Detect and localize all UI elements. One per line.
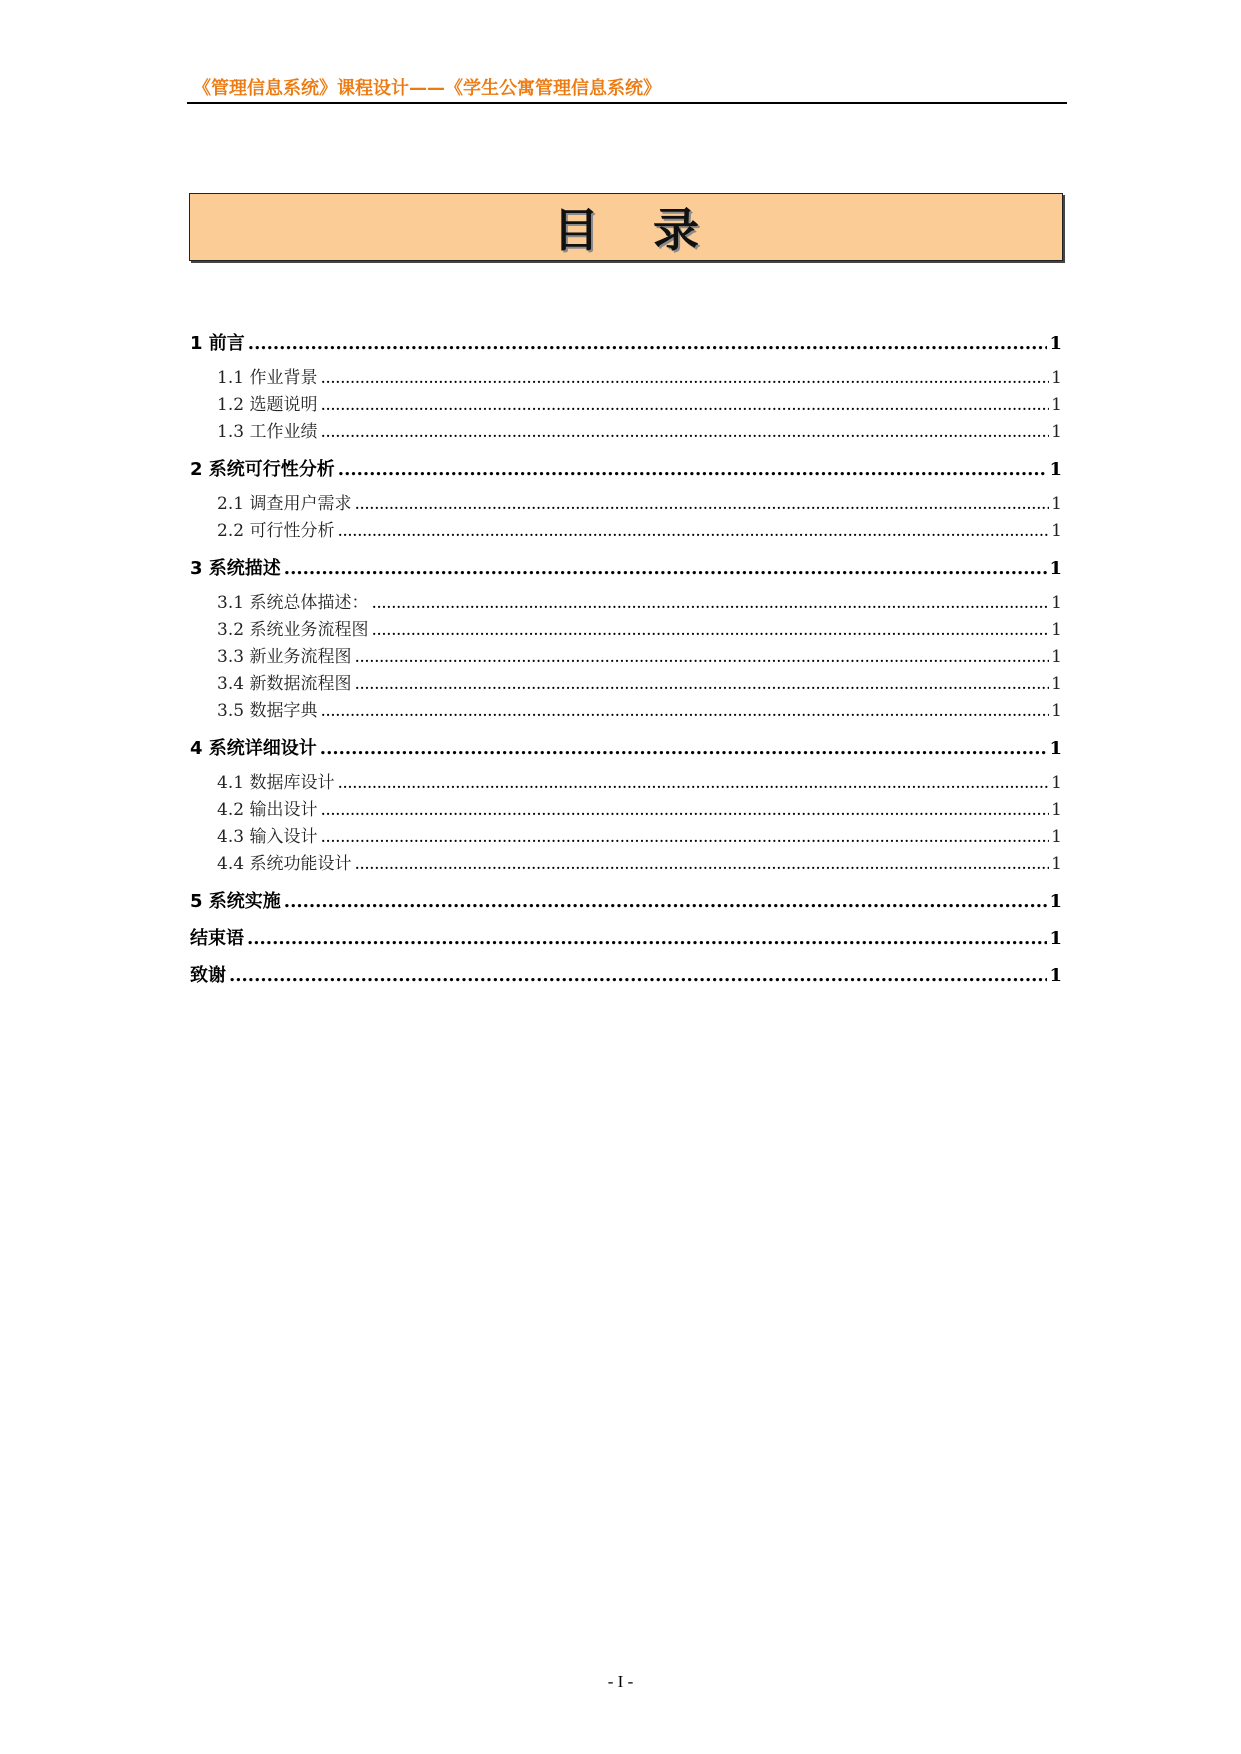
- table-of-contents: [190, 330, 1062, 989]
- toc-subentry-label: 3.5 数据字典: [217, 701, 318, 721]
- toc-subentry-page: 1: [1051, 422, 1062, 442]
- toc-entry-level2[interactable]: [190, 365, 1062, 392]
- toc-subentry-page: 1: [1051, 647, 1062, 667]
- toc-entry-page: 1: [1049, 558, 1062, 579]
- toc-leader-dots: [247, 925, 1047, 952]
- toc-leader-dots: [320, 735, 1048, 762]
- toc-leader-dots: [371, 590, 1049, 617]
- toc-leader-dots: [371, 617, 1049, 644]
- toc-entry-level2[interactable]: [190, 491, 1062, 518]
- toc-subentry-page: 1: [1051, 854, 1062, 874]
- toc-subentry-label: 3.2 系统业务流程图: [217, 620, 369, 640]
- toc-subentry-label: 4.1 数据库设计: [217, 773, 335, 793]
- toc-entry-level1[interactable]: [190, 330, 1062, 357]
- toc-entry-page: 1: [1049, 459, 1062, 480]
- toc-entry-level1[interactable]: [190, 888, 1062, 915]
- toc-entry-label: 致谢: [190, 965, 226, 986]
- toc-entry-page: 1: [1049, 928, 1062, 949]
- toc-entry-level2[interactable]: [190, 617, 1062, 644]
- page-header: [187, 70, 1067, 104]
- toc-subentry-label: 4.2 输出设计: [217, 800, 318, 820]
- toc-subentry-page: 1: [1051, 368, 1062, 388]
- toc-entry-label: 2 系统可行性分析: [190, 459, 335, 480]
- toc-subentry-page: 1: [1051, 620, 1062, 640]
- toc-subentry-page: 1: [1051, 494, 1062, 514]
- toc-subentry-page: 1: [1051, 395, 1062, 415]
- toc-entry-level1[interactable]: [190, 925, 1062, 952]
- toc-entry-page: 1: [1049, 965, 1062, 986]
- toc-leader-dots: [320, 698, 1049, 725]
- toc-entry-level2[interactable]: [190, 671, 1062, 698]
- toc-leader-dots: [337, 770, 1049, 797]
- toc-leader-dots: [354, 851, 1049, 878]
- toc-subentry-page: 1: [1051, 800, 1062, 820]
- toc-subentry-page: 1: [1051, 827, 1062, 847]
- toc-leader-dots: [229, 962, 1047, 989]
- toc-entry-label: 3 系统描述: [190, 558, 281, 579]
- toc-leader-dots: [338, 456, 1048, 483]
- toc-entry-level2[interactable]: [190, 419, 1062, 446]
- toc-leader-dots: [320, 797, 1049, 824]
- toc-entry-page: 1: [1049, 891, 1062, 912]
- toc-leader-dots: [320, 824, 1049, 851]
- toc-entry-level2[interactable]: [190, 851, 1062, 878]
- toc-entry-level2[interactable]: [190, 770, 1062, 797]
- toc-entry-label: 5 系统实施: [190, 891, 281, 912]
- toc-subentry-label: 1.1 作业背景: [217, 368, 318, 388]
- toc-leader-dots: [320, 392, 1049, 419]
- toc-entry-level2[interactable]: [190, 590, 1062, 617]
- page-number: - I -: [607, 1672, 634, 1691]
- toc-subentry-page: 1: [1051, 593, 1062, 613]
- toc-subentry-page: 1: [1051, 701, 1062, 721]
- toc-entry-label: 结束语: [190, 928, 244, 949]
- toc-subentry-label: 4.4 系统功能设计: [217, 854, 352, 874]
- toc-entry-level2[interactable]: [190, 518, 1062, 545]
- toc-subentry-label: 1.3 工作业绩: [217, 422, 318, 442]
- toc-entry-page: 1: [1049, 333, 1062, 354]
- toc-leader-dots: [337, 518, 1049, 545]
- toc-title: 目录: [553, 203, 753, 257]
- toc-leader-dots: [354, 671, 1049, 698]
- header-title: 《管理信息系统》课程设计——《学生公寓管理信息系统》: [193, 78, 661, 99]
- toc-entry-label: 1 前言: [190, 333, 245, 354]
- toc-leader-dots: [320, 365, 1049, 392]
- toc-entry-label: 4 系统详细设计: [190, 738, 317, 759]
- toc-leader-dots: [284, 888, 1048, 915]
- toc-subentry-label: 3.1 系统总体描述：: [217, 593, 369, 613]
- toc-leader-dots: [354, 644, 1049, 671]
- toc-entry-level2[interactable]: [190, 797, 1062, 824]
- toc-entry-level2[interactable]: [190, 824, 1062, 851]
- toc-leader-dots: [284, 555, 1048, 582]
- toc-subentry-label: 3.4 新数据流程图: [217, 674, 352, 694]
- toc-subentry-label: 2.2 可行性分析: [217, 521, 335, 541]
- toc-subentry-label: 1.2 选题说明: [217, 395, 318, 415]
- toc-subentry-label: 3.3 新业务流程图: [217, 647, 352, 667]
- toc-entry-level2[interactable]: [190, 698, 1062, 725]
- toc-subentry-page: 1: [1051, 521, 1062, 541]
- toc-entry-level1[interactable]: [190, 555, 1062, 582]
- toc-entry-level1[interactable]: [190, 735, 1062, 762]
- toc-subentry-page: 1: [1051, 674, 1062, 694]
- toc-entry-level2[interactable]: [190, 392, 1062, 419]
- toc-title-box: [189, 193, 1063, 261]
- toc-subentry-label: 2.1 调查用户需求: [217, 494, 352, 514]
- toc-leader-dots: [248, 330, 1048, 357]
- toc-leader-dots: [354, 491, 1049, 518]
- toc-entry-level2[interactable]: [190, 644, 1062, 671]
- toc-subentry-page: 1: [1051, 773, 1062, 793]
- toc-entry-page: 1: [1049, 738, 1062, 759]
- toc-entry-level1[interactable]: [190, 962, 1062, 989]
- toc-subentry-label: 4.3 输入设计: [217, 827, 318, 847]
- toc-leader-dots: [320, 419, 1049, 446]
- toc-entry-level1[interactable]: [190, 456, 1062, 483]
